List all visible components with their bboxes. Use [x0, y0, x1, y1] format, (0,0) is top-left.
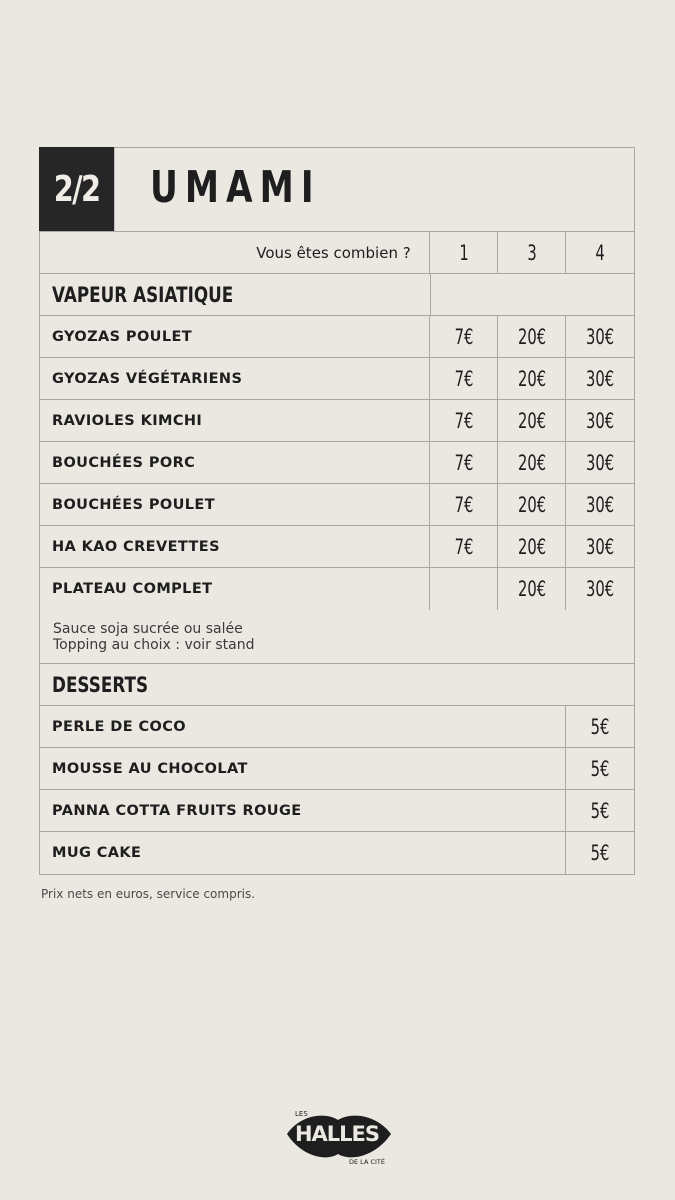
item-name: BOUCHÉES POULET — [52, 496, 215, 513]
menu-card — [39, 147, 635, 875]
price-for-3: 20€ — [497, 400, 565, 441]
price-for-4: 30€ — [565, 316, 634, 357]
dessert-item-row — [40, 832, 634, 874]
menu-item-row — [40, 484, 634, 526]
price-for-1: 7€ — [429, 526, 498, 567]
item-price: 5€ — [565, 790, 634, 831]
note-line: Topping au choix : voir stand — [53, 637, 255, 653]
column-header-row — [40, 232, 634, 274]
item-price: 5€ — [565, 706, 634, 747]
price-for-4: 30€ — [565, 442, 634, 483]
price-for-1: 7€ — [429, 484, 498, 525]
item-name: HA KAO CREVETTES — [52, 538, 220, 555]
menu-header — [40, 148, 634, 232]
menu-item-row — [40, 316, 634, 358]
footer-note: Prix nets en euros, service compris. — [41, 887, 256, 901]
note-line: Sauce soja sucrée ou salée — [53, 621, 243, 637]
menu-item-row — [40, 400, 634, 442]
section-header-desserts — [40, 664, 634, 706]
menu-item-row — [40, 526, 634, 568]
item-name: MOUSSE AU CHOCOLAT — [52, 760, 248, 777]
item-name: RAVIOLES KIMCHI — [52, 412, 203, 429]
item-name: GYOZAS VÉGÉTARIENS — [52, 370, 243, 387]
col-header-4: 4 — [565, 232, 634, 273]
price-for-4: 30€ — [565, 400, 634, 441]
logo-top: LES — [295, 1110, 308, 1118]
page-number-badge: 2/2 — [39, 147, 114, 231]
col-header-3: 3 — [497, 232, 565, 273]
price-for-3: 20€ — [497, 568, 565, 610]
price-for-3: 20€ — [497, 484, 565, 525]
price-for-4: 30€ — [565, 484, 634, 525]
price-for-3: 20€ — [497, 442, 565, 483]
item-price: 5€ — [565, 832, 634, 874]
menu-item-row — [40, 442, 634, 484]
item-name: PERLE DE COCO — [52, 718, 187, 735]
price-for-3: 20€ — [497, 316, 565, 357]
dessert-item-row — [40, 748, 634, 790]
price-for-1: 7€ — [429, 316, 498, 357]
notes-row — [40, 610, 634, 664]
dessert-item-row — [40, 706, 634, 748]
item-name: PANNA COTTA FRUITS ROUGE — [52, 802, 302, 819]
price-for-4: 30€ — [565, 568, 634, 610]
item-name: BOUCHÉES PORC — [52, 454, 196, 471]
party-size-question: Vous êtes combien ? — [256, 243, 411, 262]
price-for-4: 30€ — [565, 358, 634, 399]
logo-bottom: DE LA CITÉ — [349, 1158, 385, 1166]
menu-item-row — [40, 358, 634, 400]
price-for-3: 20€ — [497, 358, 565, 399]
item-name: MUG CAKE — [52, 845, 142, 861]
item-name: GYOZAS POULET — [52, 328, 193, 345]
price-for-4: 30€ — [565, 526, 634, 567]
les-halles-logo — [281, 1104, 396, 1166]
dessert-item-row — [40, 790, 634, 832]
col-header-1: 1 — [429, 232, 498, 273]
price-for-3: 20€ — [497, 526, 565, 567]
price-for-1 — [429, 568, 498, 610]
item-name: PLATEAU COMPLET — [52, 581, 213, 597]
logo-main: HALLES — [294, 1122, 380, 1146]
section-header-vapeur — [40, 274, 634, 316]
item-price: 5€ — [565, 748, 634, 789]
price-for-1: 7€ — [429, 358, 498, 399]
section-title: VAPEUR ASIATIQUE — [52, 282, 234, 307]
price-for-1: 7€ — [429, 400, 498, 441]
price-for-1: 7€ — [429, 442, 498, 483]
section-title: DESSERTS — [52, 672, 149, 697]
menu-title: UMAMI — [150, 162, 321, 213]
menu-item-row — [40, 568, 634, 610]
notes — [40, 610, 634, 664]
